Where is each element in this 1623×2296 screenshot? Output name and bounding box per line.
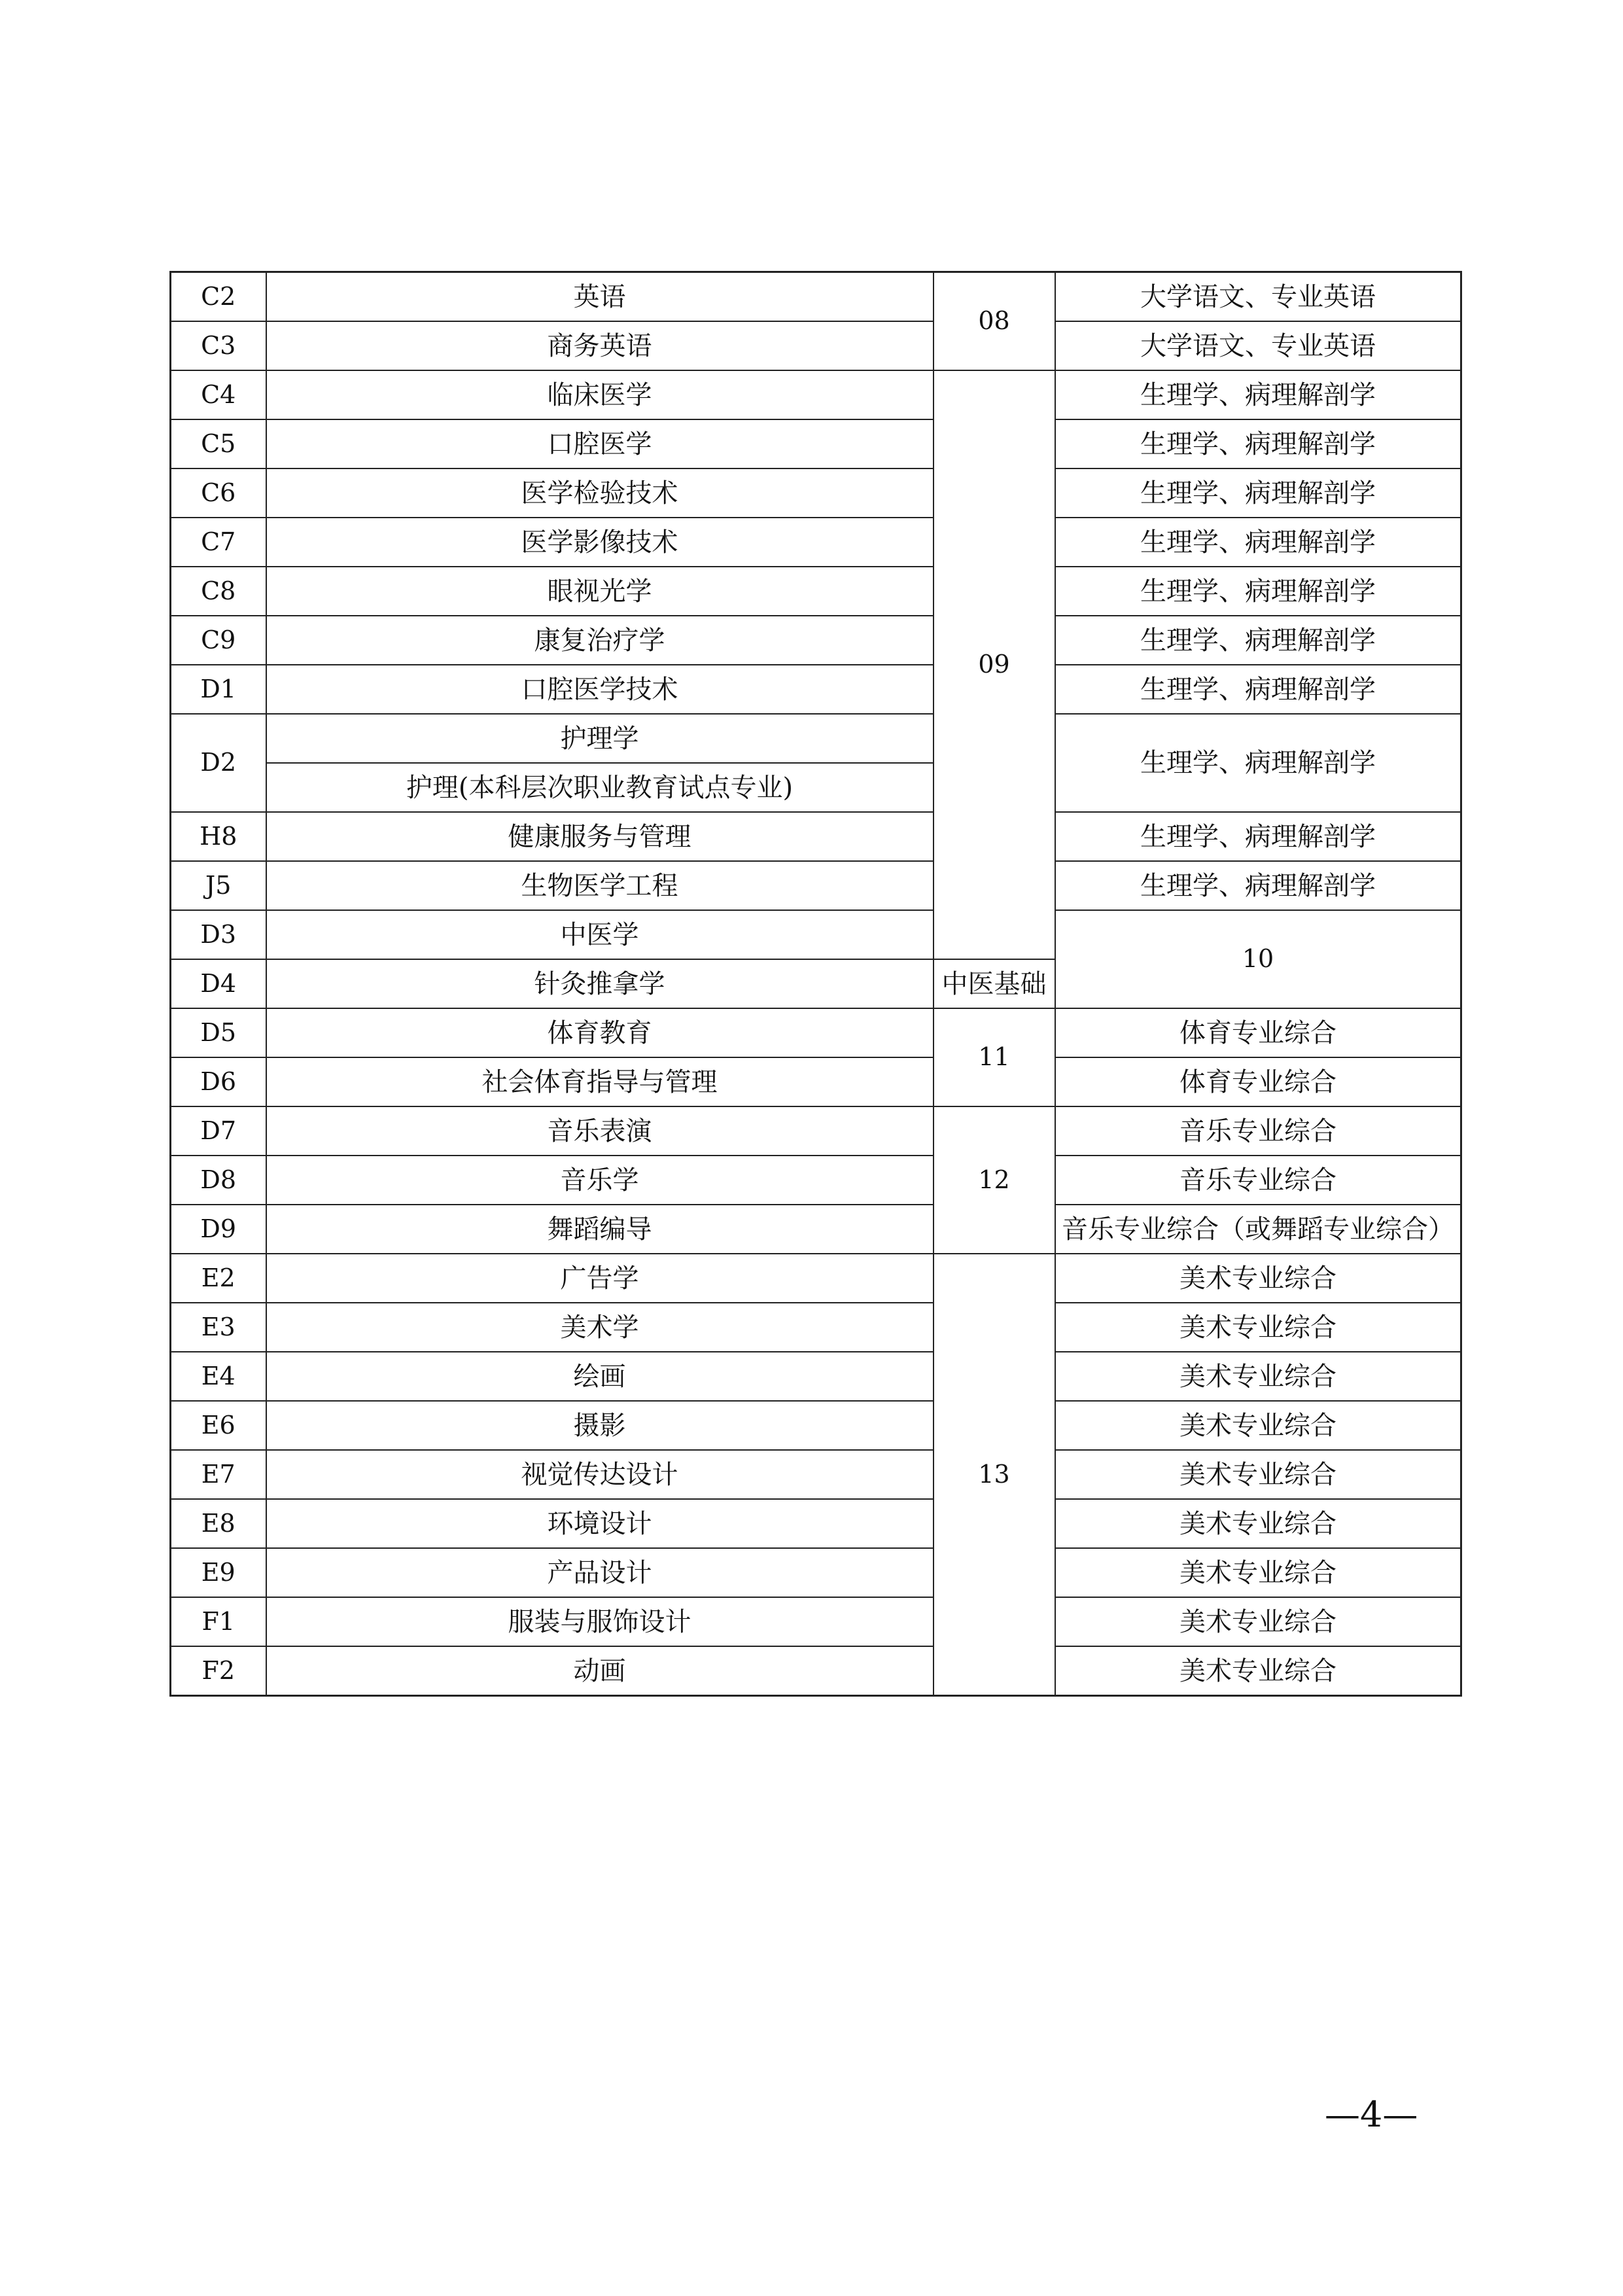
major-code-cell: D2	[171, 714, 266, 812]
major-name-cell: 针灸推拿学	[266, 959, 934, 1008]
major-name-cell: 护理学	[266, 714, 934, 763]
exam-subjects-cell: 生理学、病理解剖学	[1055, 370, 1461, 419]
table-row	[171, 321, 1461, 370]
table-row	[171, 1499, 1461, 1548]
major-code-cell: F1	[171, 1597, 266, 1646]
exam-subjects-cell: 体育专业综合	[1055, 1008, 1461, 1057]
major-code-cell: F2	[171, 1646, 266, 1696]
major-name-cell: 音乐学	[266, 1156, 934, 1205]
exam-subjects-cell: 生理学、病理解剖学	[1055, 419, 1461, 468]
major-code-cell: E8	[171, 1499, 266, 1548]
table-row	[171, 1401, 1461, 1450]
exam-subjects-cell: 音乐专业综合（或舞蹈专业综合）	[1055, 1205, 1461, 1254]
table-row	[171, 272, 1461, 322]
major-name-cell: 医学检验技术	[266, 468, 934, 518]
major-code-cell: C3	[171, 321, 266, 370]
table-row	[171, 1008, 1461, 1057]
major-name-cell: 口腔医学技术	[266, 665, 934, 714]
exam-subjects-cell: 美术专业综合	[1055, 1401, 1461, 1450]
group-number-cell: 11	[934, 1008, 1055, 1106]
exam-subjects-cell: 生理学、病理解剖学	[1055, 861, 1461, 910]
major-name-cell: 生物医学工程	[266, 861, 934, 910]
major-code-cell: E4	[171, 1352, 266, 1401]
table-row	[171, 1106, 1461, 1156]
major-name-cell: 中医学	[266, 910, 934, 959]
major-code-cell: D3	[171, 910, 266, 959]
major-name-cell: 环境设计	[266, 1499, 934, 1548]
major-name-cell: 音乐表演	[266, 1106, 934, 1156]
major-name-cell: 舞蹈编导	[266, 1205, 934, 1254]
table-row	[171, 468, 1461, 518]
major-name-cell: 美术学	[266, 1303, 934, 1352]
major-code-cell: C9	[171, 616, 266, 665]
table-row	[171, 1548, 1461, 1597]
exam-subjects-cell: 美术专业综合	[1055, 1352, 1461, 1401]
major-code-cell: C2	[171, 272, 266, 322]
exam-subjects-cell: 美术专业综合	[1055, 1303, 1461, 1352]
exam-subjects-cell: 生理学、病理解剖学	[1055, 468, 1461, 518]
table-row	[171, 910, 1461, 959]
major-code-cell: E3	[171, 1303, 266, 1352]
exam-subjects-cell: 音乐专业综合	[1055, 1156, 1461, 1205]
page-number: —4—	[1325, 2094, 1418, 2135]
major-code-cell: C6	[171, 468, 266, 518]
major-name-cell: 口腔医学	[266, 419, 934, 468]
group-number-cell: 08	[934, 272, 1055, 371]
major-name-cell: 广告学	[266, 1254, 934, 1303]
major-code-cell: D8	[171, 1156, 266, 1205]
exam-subjects-cell: 生理学、病理解剖学	[1055, 567, 1461, 616]
major-name-cell: 视觉传达设计	[266, 1450, 934, 1499]
table-row	[171, 861, 1461, 910]
group-number-cell: 10	[1055, 910, 1461, 1008]
table-body	[171, 272, 1461, 1696]
major-code-cell: D7	[171, 1106, 266, 1156]
exam-subjects-cell: 美术专业综合	[1055, 1450, 1461, 1499]
major-name-cell: 英语	[266, 272, 934, 322]
major-exam-table	[169, 271, 1462, 1697]
major-name-cell: 商务英语	[266, 321, 934, 370]
table-row	[171, 1646, 1461, 1696]
exam-subjects-cell: 美术专业综合	[1055, 1548, 1461, 1597]
major-code-cell: E7	[171, 1450, 266, 1499]
exam-subjects-cell: 大学语文、专业英语	[1055, 321, 1461, 370]
major-name-cell: 体育教育	[266, 1008, 934, 1057]
major-name-cell: 护理(本科层次职业教育试点专业)	[266, 763, 934, 812]
table-row	[171, 1057, 1461, 1106]
table-row	[171, 1156, 1461, 1205]
table-row	[171, 370, 1461, 419]
major-code-cell: C5	[171, 419, 266, 468]
major-name-cell: 产品设计	[266, 1548, 934, 1597]
table-row	[171, 1352, 1461, 1401]
major-code-cell: D6	[171, 1057, 266, 1106]
major-name-cell: 动画	[266, 1646, 934, 1696]
group-number-cell: 12	[934, 1106, 1055, 1254]
major-name-cell: 健康服务与管理	[266, 812, 934, 861]
exam-subjects-cell: 体育专业综合	[1055, 1057, 1461, 1106]
major-code-cell: D5	[171, 1008, 266, 1057]
exam-subjects-cell: 音乐专业综合	[1055, 1106, 1461, 1156]
table-row	[171, 1450, 1461, 1499]
major-name-cell: 眼视光学	[266, 567, 934, 616]
table-row	[171, 665, 1461, 714]
major-code-cell: E9	[171, 1548, 266, 1597]
major-code-cell: D4	[171, 959, 266, 1008]
exam-subjects-cell: 美术专业综合	[1055, 1597, 1461, 1646]
major-name-cell: 服装与服饰设计	[266, 1597, 934, 1646]
table-row	[171, 1205, 1461, 1254]
major-code-cell: C7	[171, 518, 266, 567]
major-exam-table-container	[169, 271, 1460, 1697]
exam-subjects-cell: 生理学、病理解剖学	[1055, 616, 1461, 665]
major-code-cell: D9	[171, 1205, 266, 1254]
exam-subjects-cell: 美术专业综合	[1055, 1499, 1461, 1548]
exam-subjects-cell: 生理学、病理解剖学	[1055, 812, 1461, 861]
major-name-cell: 临床医学	[266, 370, 934, 419]
table-row	[171, 1597, 1461, 1646]
major-code-cell: E6	[171, 1401, 266, 1450]
exam-subjects-cell: 美术专业综合	[1055, 1254, 1461, 1303]
exam-subjects-cell: 生理学、病理解剖学	[1055, 665, 1461, 714]
group-number-cell: 09	[934, 370, 1055, 959]
major-code-cell: D1	[171, 665, 266, 714]
major-name-cell: 绘画	[266, 1352, 934, 1401]
exam-subjects-cell: 生理学、病理解剖学	[1055, 714, 1461, 812]
major-code-cell: J5	[171, 861, 266, 910]
table-row	[171, 616, 1461, 665]
major-name-cell: 康复治疗学	[266, 616, 934, 665]
exam-subjects-cell: 中医基础	[934, 959, 1055, 1008]
table-row	[171, 812, 1461, 861]
major-name-cell: 摄影	[266, 1401, 934, 1450]
table-row	[171, 518, 1461, 567]
table-row	[171, 419, 1461, 468]
major-name-cell: 社会体育指导与管理	[266, 1057, 934, 1106]
major-code-cell: E2	[171, 1254, 266, 1303]
major-name-cell: 医学影像技术	[266, 518, 934, 567]
major-code-cell: C4	[171, 370, 266, 419]
major-code-cell: H8	[171, 812, 266, 861]
major-code-cell: C8	[171, 567, 266, 616]
table-row	[171, 1303, 1461, 1352]
table-row	[171, 567, 1461, 616]
exam-subjects-cell: 生理学、病理解剖学	[1055, 518, 1461, 567]
exam-subjects-cell: 大学语文、专业英语	[1055, 272, 1461, 322]
table-row	[171, 1254, 1461, 1303]
group-number-cell: 13	[934, 1254, 1055, 1696]
exam-subjects-cell: 美术专业综合	[1055, 1646, 1461, 1696]
table-row	[171, 714, 1461, 763]
